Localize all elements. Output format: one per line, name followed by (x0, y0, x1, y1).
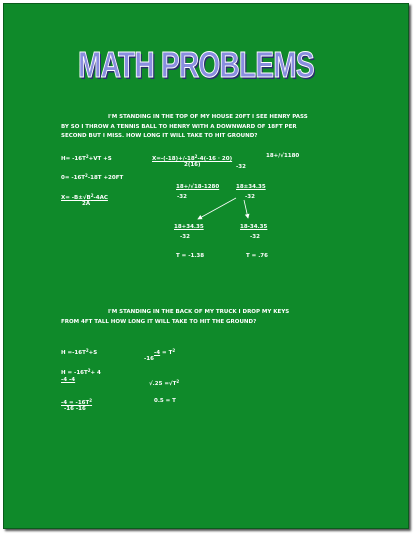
p2-fraction-denominator: -16 (144, 356, 154, 362)
p2-fraction: $-4 = T^2$ (154, 348, 176, 356)
p1-equation-h: $H= -16T^2+VT +S$ (61, 154, 112, 162)
p1-answer-t1: T = -1.38 (176, 253, 205, 259)
p1-arrows (4, 4, 408, 528)
p2-neg4-numerator: $-4 = -16T^2$ (61, 398, 93, 406)
p1-substitution-denominator: 2(16) (184, 162, 201, 168)
p2-equation-h: $H =-16T^2+S$ (61, 348, 98, 356)
p1-step2-denominator: -32 (177, 194, 187, 200)
p1-right-denominator: -32 (250, 234, 260, 240)
slide (3, 3, 409, 529)
p2-neg4-denominator: -16 -16 (64, 406, 86, 412)
p1-step3-denominator: -32 (245, 194, 255, 200)
p1-answer-t2: T = .76 (246, 253, 268, 259)
problem1-statement-line3: SECOND BUT I MISS. HOW LONG IT WILL TAKE TO HIT GROUND? (61, 133, 258, 139)
p1-quadratic-denominator: 2A (82, 201, 91, 207)
p1-step3-numerator: 18±34.35 (236, 184, 266, 190)
p1-quadratic-numerator: $X= -B\pm√B^2-4AC$ (61, 193, 108, 201)
p1-right-numerator: 18-34.35 (240, 224, 268, 230)
p2-answer: 0.5 = T (154, 398, 176, 404)
problem2-statement-line2: FROM 4FT TALL HOW LONG IT WILL TAKE TO HIT THE GROUND? (61, 319, 257, 325)
p1-equation-zero: $0= -16T^2-18T +20FT$ (61, 173, 124, 181)
problem1-statement-line2: BY SO I THROW A TENNIS BALL TO HENRY WITH A DOWNWARD OF 18FT PER (61, 124, 297, 130)
p2-equation-h4: $H = -16T^2+ 4$ (61, 368, 101, 376)
page-title: MATH PROBLEMS (78, 44, 314, 85)
p1-step2-numerator: 18+/√18-1280 (176, 184, 220, 190)
p1-left-denominator: -32 (180, 234, 190, 240)
p1-left-numerator: 18+34.35 (174, 224, 204, 230)
p2-sqrt-equation: $√.25 =√T^2$ (149, 379, 180, 387)
p1-over-32: -32 (236, 164, 246, 170)
arrow-right (244, 200, 248, 218)
problem1-statement-line1: I'M STANDING IN THE TOP OF MY HOUSE 20FT I SEE HENRY PASS (108, 114, 308, 120)
p1-substitution-numerator: $X=-(-18)+/-18^2-4(-16 \cdot 20)$ (152, 154, 233, 162)
arrow-left (198, 198, 236, 219)
p2-minus4-line: -4 -4 (61, 377, 76, 383)
p1-sqrt-value: 18+/√1180 (266, 153, 300, 159)
problem2-statement-line1: I'M STANDING IN THE BACK OF MY TRUCK I DROP MY KEYS (108, 309, 290, 315)
